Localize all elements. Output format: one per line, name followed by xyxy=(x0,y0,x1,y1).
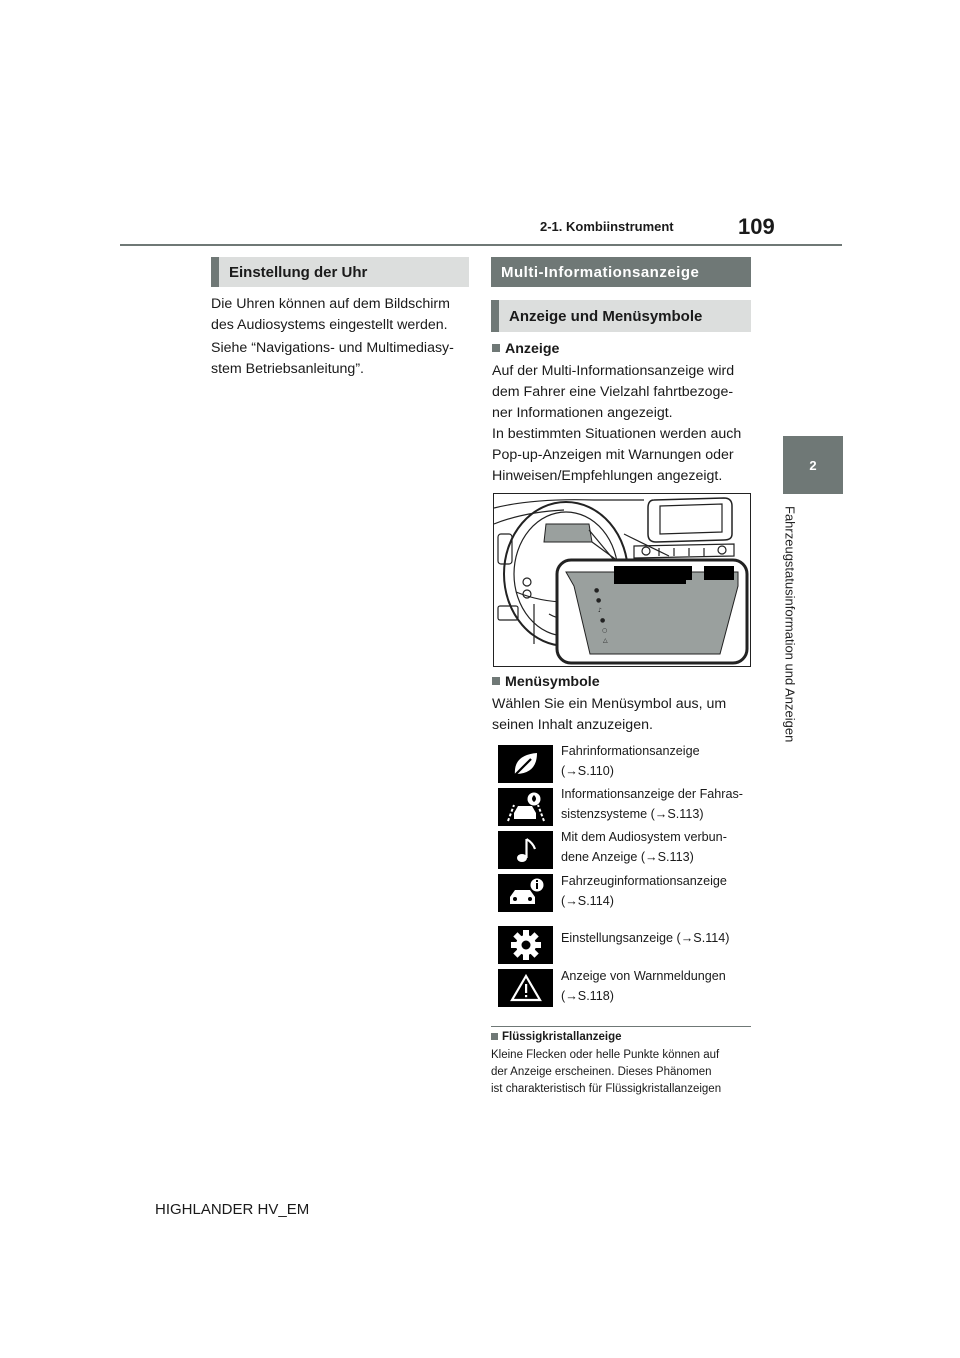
svg-text:●: ● xyxy=(600,617,606,624)
note-divider xyxy=(491,1026,751,1027)
chapter-label: Fahrzeugstatusinformation und Anzeigen xyxy=(782,506,798,743)
svg-text:●: ● xyxy=(596,597,602,604)
heading-multi-info-display: Multi-Informationsanzeige xyxy=(491,257,751,287)
icon-label-fahrassistenz: Informationsanzeige der Fahras- sistenzsysteme (→S.113) xyxy=(561,787,744,821)
menu-paragraph: Wählen Sie ein Menüsymbol aus, um seinen Inhalt anzuzeigen. xyxy=(492,696,727,733)
heading-display-menu-icons: Anzeige und Menüsymbole xyxy=(491,300,751,332)
icon-label-fahrinfo: Fahrinformationsanzeige (→S.110) xyxy=(561,744,700,778)
icon-label-einstellung: Einstellungsanzeige (→S.114) xyxy=(561,931,730,945)
header-divider xyxy=(120,244,842,246)
square-bullet-icon xyxy=(491,1033,498,1040)
subhead-menuesymbole: Menüsymbole xyxy=(492,672,600,693)
dashboard-drawing xyxy=(494,494,751,667)
icon-label-audio: Mit dem Audiosystem verbun- dene Anzeige (→S.113) xyxy=(561,830,727,864)
svg-text:●: ● xyxy=(594,587,600,594)
svg-text:○: ○ xyxy=(602,627,608,634)
icon-label-warnmeldungen: Anzeige von Warnmeldungen (→S.118) xyxy=(561,969,726,1003)
note-heading-lcd: Flüssigkristallanzeige xyxy=(491,1031,622,1043)
section-title: 2-1. Kombiinstrument xyxy=(540,219,674,234)
heading-clock-setting: Einstellung der Uhr xyxy=(211,257,469,287)
leaf-icon xyxy=(498,745,553,783)
page-number: 109 xyxy=(738,214,775,239)
svg-text:△: △ xyxy=(603,637,608,644)
vehicle-info-icon xyxy=(498,874,553,912)
clock-paragraph-2: Siehe “Navigations- und Multimediasy- stem Betriebsanleitung”. xyxy=(211,340,454,377)
anzeige-paragraph-2: In bestimmten Situationen werden auch Pop-up-Anzeigen mit Warnungen oder Hinweisen/Empfehlungen angezeigt. xyxy=(492,426,742,484)
gear-icon xyxy=(498,926,553,964)
subhead-anzeige: Anzeige xyxy=(492,339,559,360)
music-note-icon xyxy=(498,831,553,869)
svg-text:♪: ♪ xyxy=(598,607,602,614)
icon-label-fahrzeuginfo: Fahrzeuginformationsanzeige (→S.114) xyxy=(561,874,727,908)
note-text-lcd: Kleine Flecken oder helle Punkte können auf der Anzeige erscheinen. Dieses Phänomen ist charakteristisch für Flüssigkristallanzeigen xyxy=(491,1049,722,1095)
footer-model: HIGHLANDER HV_EM xyxy=(155,1201,310,1218)
chapter-tab: 2 xyxy=(783,436,843,494)
dashboard-illustration xyxy=(493,493,751,667)
chapter-label-container xyxy=(770,506,810,756)
square-bullet-icon xyxy=(492,344,500,352)
driver-assist-icon xyxy=(498,788,553,826)
anzeige-paragraph-1: Auf der Multi-Informationsanzeige wird dem Fahrer eine Vielzahl fahrtbezoge- ner Informationen angezeigt. xyxy=(492,363,735,421)
clock-paragraph-1: Die Uhren können auf dem Bildschirm des Audiosystems eingestellt werden. xyxy=(211,296,450,333)
square-bullet-icon xyxy=(492,677,500,685)
warning-icon xyxy=(498,969,553,1007)
